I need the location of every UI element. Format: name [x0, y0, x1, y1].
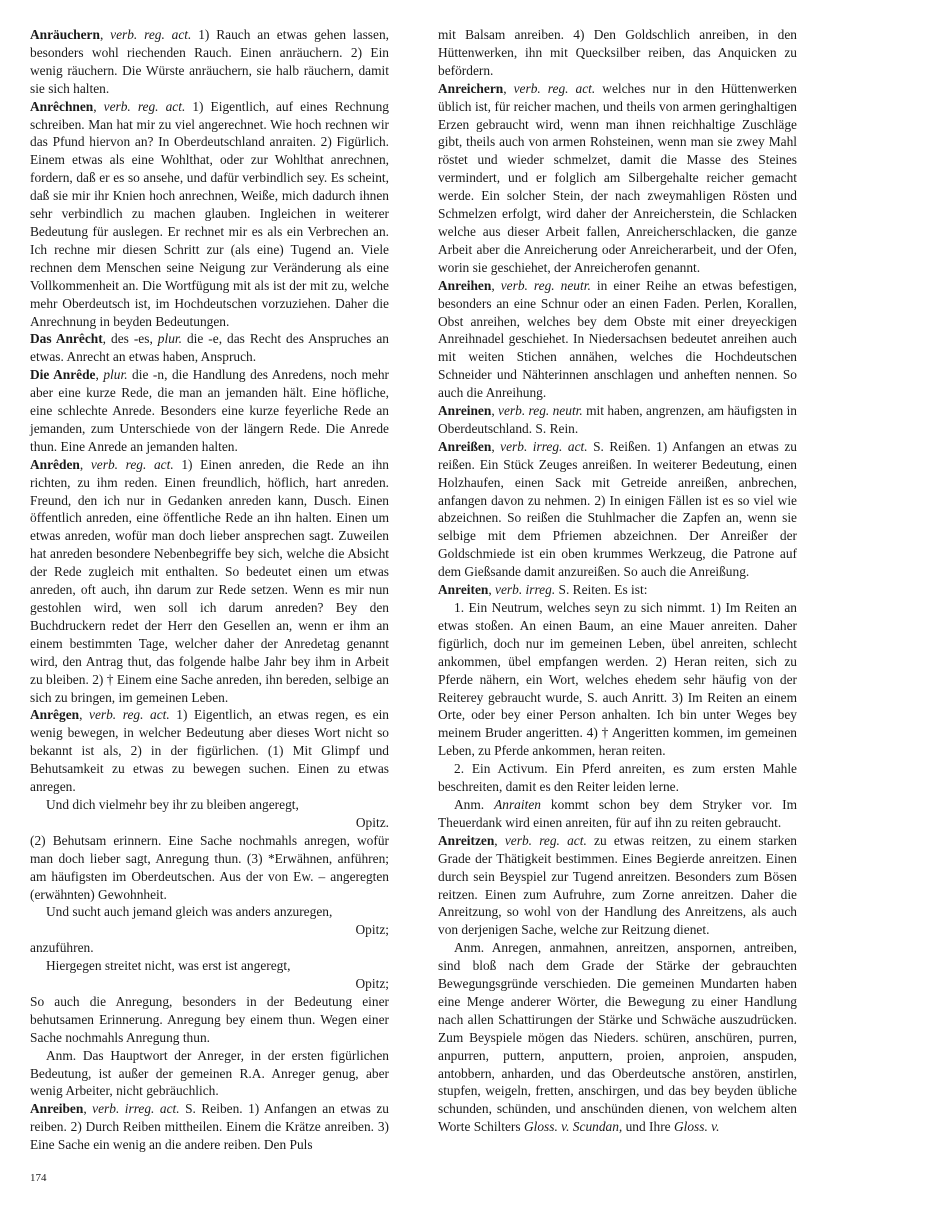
entry-anreissen: Anreißen, verb. irreg. act. S. Reißen. 1) Anfangen an etwas zu reißen. Ein Stück Zeuges anreißen. In weiterer Bedeutung, einen Holzhaufen, einen Sack mit Getreide anreißen, anbrechen, anfangen davon zu nehmen. 2) In einigen Fällen ist es so viel wie abzeichnen. So reißen die Stuhlmacher die Zapfen an, wenn sie selbige mit dem Pfriemen abzeichnen. Der Anreißer der Goldschmiede ist ein oben krummes Werkzeug, die Patrone auf dem Gießsande damit anzureißen. So auch die Anreißung.: [438, 438, 797, 580]
quote-attribution: Opitz;: [355, 922, 389, 938]
entry-anreiten: Anreiten, verb. irreg. S. Reiten. Es ist:: [438, 582, 648, 598]
headword: Anrêgen: [30, 707, 80, 723]
annotation-prefix: Anm.: [454, 796, 495, 812]
paragraph: anzuführen.: [30, 940, 94, 956]
grammar-label: verb. reg. neutr.: [500, 277, 591, 293]
entry-continuation: mit Balsam anreiben. 4) Den Goldschlich anreiben, in den Hüttenwerken, ihn mit Quecksilber reiben, das Anquicken zu befördern.: [438, 27, 797, 78]
gloss-reference: Gloss. v.: [673, 1119, 720, 1135]
entry-anreitzen: Anreitzen, verb. reg. act. zu etwas reitzen, zu einem starken Grade der Thätigkeit bestimmen. Eines Begierde anreitzen. Einen durch sein Beyspiel zur Tugend anreitzen. Besonders zum Bösen reitzen. Einen zum Aufruhre, zum Zorne anreitzen. Daher die Anreitzung, so wohl von der Handlung des Anreitzens, als auch von derjenigen Sache, welche zur Reitzung dienet.: [438, 832, 797, 938]
entry-anrede: [30, 366, 389, 456]
entry-prefix: ,: [95, 367, 104, 383]
quote-verse: Hiergegen streitet nicht, was erst ist angeregt,: [46, 958, 291, 974]
headword: Anrêchnen: [30, 98, 94, 114]
entry-text: die -n, die Handlung des Anredens, noch mehr aber eine kurze Rede, die man an jemanden hält. Eine höfliche, eine schlechte Anrede. Besonders eine kurze feyerliche Rede an jemanden, zum Unterschiede von der längern Rede. Die Anrede thun. Eine Anrede an jemanden halten.: [30, 367, 389, 454]
headword: Das Anrêcht: [30, 331, 103, 347]
headword: Anreinen: [438, 403, 492, 419]
right-column: [438, 26, 797, 1136]
left-column: [30, 26, 389, 1154]
grammar-label: verb. reg. act.: [504, 832, 587, 848]
entry-anrecht: [30, 330, 389, 366]
entry-prefix: , des -es,: [102, 331, 158, 347]
entry-text: die -e, das Recht des Anspruches an etwas. Anrecht an etwas haben, Anspruch.: [30, 331, 389, 365]
annotation-paragraph: [438, 939, 797, 1136]
headword: Anreißen: [438, 438, 492, 454]
grammar-label: plur.: [157, 331, 182, 347]
grammar-label: verb. reg. act.: [103, 98, 186, 114]
headword: Anreiben: [30, 1101, 84, 1117]
entry-anraeuchern: Anräuchern, verb. reg. act. 1) Rauch an etwas gehen lassen, besonders wohl riechenden Rauch. Einen anräuchern. 2) Ein wenig räuchern. Die Würste anräuchern, sie halb räuchern, damit sie sich halten.: [30, 27, 390, 96]
entry-text: mit haben, angrenzen, am häufigsten in Oberdeutschland. S. Rein.: [438, 403, 798, 436]
headword: Anreihen: [438, 277, 492, 293]
paragraph: So auch die Anregung, besonders in der Bedeutung einer behutsamen Erinnerung. Anregung bey einem thun. Wegen einer Sache nochmahls Anregung thun.: [30, 993, 389, 1045]
headword: Anräuchern: [30, 27, 100, 42]
entry-anreden: Anrêden, verb. reg. act. 1) Einen anreden, die Rede an ihn richten, zu ihm reden. Einen freundlich, höflich, hart anreden. Freund, den ich nur in Gedanken anreden kann, Dusch. Einen öffentlich anreden, eine öffentliche Rede an ihn halten. Einen um etwas anreden, wofür man doch lieber ansprechen sagt. Zuweilen hat anreden besondere Nebenbegriffe bey sich, welche die Absicht der Rede zugleich mit enthalten. So bedeutet einen um etwas anreden, oft auch, ihn darum zur Rede setzen. Wenn es mir nun gestohlen wird, wen soll ich darum anreden? Bey den Buchdruckern redet der Herr den Gesellen an, wenn er ihm an einem bestimmten Tage, welcher daher der Anredetag genannt wird, den Antrag thut, das folgende halbe Jahr bey ihm in Arbeit zu bleiben. 2) † Einem eine Sache anreden, ihn bereden, selbige an sich zu bringen, im gemeinen Leben.: [30, 456, 389, 705]
entry-text: in einer Reihe an etwas befestigen, besonders an eine Schnur oder an einen Faden. Perlen, Korallen, Obst anreihen, welches bey dem Obste mit einer dreyeckigen Anreihnadel geschiehet. In Niedersachsen bedeutet anreihen auch mit weiten Stichen annähen, welches die Hochdeutschen Schneider und Nähterinnen anschlagen und anheften nennen. So auch die Anreihung.: [438, 277, 798, 401]
entry-anreiben: Anreiben, verb. irreg. act. S. Reiben. 1) Anfangen an etwas zu reiben. 2) Durch Reiben mittheilen. Einem die Krätze anreiben. 3) Eine Sache ein wenig an die andere reiben. Den Puls: [30, 1101, 389, 1153]
entry-text: 1) Einen anreden, die Rede an ihn richten, zu ihm reden. Einen freundlich, höflich, hart anreden. Freund, den ich nur in Gedanken anreden kann, Dusch. Einen öffentlich anreden, eine öffentliche Rede an ihn halten. Einen um etwas anreden, wofür man doch lieber ansprechen sagt. Zuweilen hat anreden besondere Nebenbegriffe bey sich, welche die Absicht der Rede zugleich mit enthalten. So bedeutet einen um etwas anreden, oft auch, ihn darum zur Rede setzen. Wenn es mir nun gestohlen wird, wen soll ich darum anreden? Bey den Buchdruckern redet der Herr den Gesellen an, wenn er ihm an einem bestimmten Tage, welcher daher der Anredetag genannt wird, den Antrag thut, das folgende halbe Jahr bey ihm in Arbeit zu bleiben. 2) † Einem eine Sache anreden, ihn bereden, selbige an sich zu bringen, im gemeinen Leben.: [30, 456, 389, 705]
entry-text: welches nur in den Hüttenwerken üblich ist, für reicher machen, und theils von armen geringhaltigen Erzen gebraucht wird, wenn man ihnen reichhaltige Zuschläge gibt, theils auch von armen Rohsteinen, wenn man sie zwey Mahl röstet und wieder schmelzet, damit die Masse des Steines vermindert, und er folglich am Silbergehalte reicher gemacht werde. Ein solcher Stein, der nach zweymahligen Rösten und Schmelzen erfolgt, wird daher der Anreicherstein, die Schlacken welche aus dieser Arbeit fallen, Anreicherschlacken, die ganze Arbeit aber die Anreicherung oder Anreicherarbeit, und der Ofen, worin sie geschiehet, der Anreicherofen genannt.: [438, 80, 797, 275]
headword: Die Anrêde: [30, 367, 96, 383]
grammar-label: verb. reg. act.: [513, 80, 596, 96]
sense-neutrum: 1. Ein Neutrum, welches seyn zu sich nimmt. 1) Im Reiten an etwas stoßen. An einen Baum, an eine Mauer anreiten. Daher figürlich, doch nur im gemeinen Leben, übel anreiten, schlecht ankommen, übel empfangen werden. 2) Heran reiten, sich zu Pferde nähern, ein Wort, welches ehedem sehr häufig von der Reiterey gebraucht wurde, S. auch Anritt. 3) Im Reiten an einem Orte, oder bey einer Person anhalten. Ich bin unter Weges bey meinem Bruder angeritten. 4) † Angeritten kommen, im gemeinen Leben, zu Pferde ankommen, heran reiten.: [438, 600, 797, 759]
entry-text: 1) Rauch an etwas gehen lassen, besonders wohl riechenden Rauch. Einen anräuchern. 2) Ein wenig räuchern. Die Würste anräuchern, sie halb räuchern, damit sie sich halten.: [30, 27, 390, 96]
entry-text: S. Reißen. 1) Anfangen an etwas zu reißen. Ein Stück Zeuges anreißen. In weiterer Bedeutung, einen Holzhaufen, einen Sack mit Getreide anreißen, anbrechen, anfangen davon zu nehmen. 2) In einigen Fällen ist es so viel wie abzeichnen. So reißen die Stuhlmacher die Zapfen an, wenn sie selbige mit dem Pfriemen abzeichnen. Der Anreißer der Goldschmiede ist ein oben krummes Werkzeug, die Patrone auf dem Gießsande damit anzureißen. So auch die Anreißung.: [438, 438, 797, 580]
entry-anreinen: Anreinen, verb. reg. neutr. mit haben, angrenzen, am häufigsten in Oberdeutschland. S. Rein.: [438, 403, 798, 436]
grammar-label: verb. irreg. act.: [92, 1101, 180, 1117]
annotation-paragraph: [438, 796, 797, 832]
entry-anrechnen: Anrêchnen, verb. reg. act. 1) Eigentlich, auf eines Rechnung schreiben. Man hat mir zu viel angerechnet. Wie hoch rechnen wir das Pfund hiervon an? In Oberdeutschland anraiten. 2) Figürlich. Einem etwas als eine Wohlthat, oder zur Wohlthat anrechnen, fordern, daß er es so ansehe, und dafür verbindlich sey. Es scheint, daß sie mir ihr Knien hoch anrechnen, Weiße, mich dadurch ihnen sehr verbindlich zu machen glauben. Ingleichen in weiterer Bedeutung für auslegen. Er rechnet mir es als ein Verbrechen an. Ich rechne mir diesen Schritt zur (als eine) Tugend an. Viele rechnen dem Menschen seine Neigung zur Veränderung als eine Vollkommenheit an. Die Wortfügung mit als ist der mit zu, welche mehr Oberdeutsch ist, im Hochdeutschen vorzuziehen. Daher die Anrechnung in beyden Bedeutungen.: [30, 98, 389, 329]
headword: Anreitzen: [438, 832, 495, 848]
grammar-label: verb. reg. act.: [110, 27, 192, 42]
entry-text: zu etwas reitzen, zu einem starken Grade der Thätigkeit bestimmen. Eines Begierde anreitzen. Einen durch sein Beyspiel zur Tugend anreitzen. Besonders zum Bösen reitzen. Einen zum Aufruhre, zum Zorne anreitzen. Daher die Anreitzung, so wohl von der Handlung des Anreitzens, als auch von derjenigen Sache, welche zur Reitzung dienet.: [438, 832, 797, 938]
entry-text: S. Reiben. 1) Anfangen an etwas zu reiben. 2) Durch Reiben mittheilen. Einem die Krätze anreiben. 3) Eine Sache ein wenig an die andere reiben. Den Puls: [30, 1101, 389, 1153]
quote-verse: Und dich vielmehr bey ihr zu bleiben angeregt,: [46, 796, 299, 812]
quote-attribution: Opitz.: [355, 814, 389, 830]
gloss-reference: Gloss. v. Scundan,: [523, 1119, 623, 1135]
page-number: 174: [30, 1172, 47, 1184]
headword: Anreiten: [438, 582, 489, 598]
annotation-text: Anm. Anregen, anmahnen, anreitzen, anspornen, antreiben, sind bloß nach dem Grade der Stärke der gebrauchten Bewegungsgründe verschieden. Die gemeinen Mundarten haben eine Menge anderer Wörter, die Bewegung zu einer Handlung nach allen Schattirungen der Stärke und Schwäche auszudrücken. Zum Beyspiele mögen das Nieders. schüren, anschüren, purren, anpurren, puttern, anputtern, proien, anproien, anspuden, antobbern, anharden, und das Oberdeutsche anstören, anstirlen, stupfen, weigeln, fretten, anschirgen, und das bey beyden übliche schunden, schünden, und anschünden dienen, von welchem alten Worte Schilters: [438, 940, 797, 1135]
grammar-label: verb. reg. act.: [89, 707, 170, 723]
grammar-label: plur.: [103, 367, 128, 383]
grammar-label: verb. irreg.: [495, 582, 556, 598]
entry-text: S. Reiten. Es ist:: [555, 582, 648, 598]
headword: Anrêden: [30, 456, 80, 472]
quote-attribution: Opitz;: [355, 976, 389, 992]
grammar-label: verb. reg. act.: [90, 456, 174, 472]
entry-text: 1) Eigentlich, auf eines Rechnung schreiben. Man hat mir zu viel angerechnet. Wie hoch rechnen wir das Pfund hiervon an? In Oberdeutschland anraiten. 2) Figürlich. Einem etwas als eine Wohlthat, oder zur Wohlthat anrechnen, fordern, daß er es so ansehe, und dafür verbindlich sey. Es scheint, daß sie mir ihr Knien hoch anrechnen, Weiße, mich dadurch ihnen sehr verbindlich zu machen glauben. Ingleichen in weiterer Bedeutung für auslegen. Er rechnet mir es als ein Verbrechen an. Ich rechne mir diesen Schritt zur (als eine) Tugend an. Viele rechnen dem Menschen seine Neigung zur Veränderung als eine Vollkommenheit an. Die Wortfügung mit als ist der mit zu, welche mehr Oberdeutsch ist, im Hochdeutschen vorzuziehen. Daher die Anrechnung in beyden Bedeutungen.: [30, 98, 389, 329]
grammar-label: verb. irreg. act.: [500, 438, 588, 454]
paragraph: (2) Behutsam erinnern. Eine Sache nochmahls anregen, wofür man doch lieber sagt, Anregung thun. (3) *Erwähnen, anführen; am häufigsten im Oberdeutschen. Aus der von Ew. – angeregten (erwähnten) Gewohnheit.: [30, 832, 389, 902]
headword: Anreichern: [438, 80, 504, 96]
entry-text: 1) Eigentlich, an etwas regen, es ein wenig bewegen, in welcher Bedeutung aber dieses Wort nicht so bekannt ist als, 2) in der figürlichen. (1) Mit Glimpf und Behutsamkeit zu etwas zu bewegen suchen. Einen zu etwas anregen.: [30, 707, 389, 795]
annotation-text: und Ihre: [622, 1119, 674, 1135]
cited-word: Anraiten: [494, 796, 541, 812]
entry-anregen: Anrêgen, verb. reg. act. 1) Eigentlich, an etwas regen, es ein wenig bewegen, in welcher Bedeutung aber dieses Wort nicht so bekannt ist als, 2) in der figürlichen. (1) Mit Glimpf und Behutsamkeit zu etwas zu bewegen suchen. Einen zu etwas anregen.: [30, 707, 389, 795]
annotation-text: kommt schon bey dem Stryker vor. Im Theuerdank wird einen anreiten, für auf ihn zu reiten gebraucht.: [438, 796, 797, 830]
sense-activum: 2. Ein Activum. Ein Pferd anreiten, es zum ersten Mahle beschreiten, damit es den Reiter leiden lerne.: [438, 761, 797, 795]
annotation-paragraph: Anm. Das Hauptwort der Anreger, in der ersten figürlichen Bedeutung, ist außer der gemeinen R.A. Anreger genug, aber wenig Arbeiter, nicht gebräuchlich.: [30, 1047, 389, 1099]
quote-verse: Und sucht auch jemand gleich was anders anzuregen,: [46, 904, 333, 920]
grammar-label: verb. reg. neutr.: [498, 403, 583, 419]
entry-anreihen: Anreihen, verb. reg. neutr. in einer Reihe an etwas befestigen, besonders an eine Schnur oder an einen Faden. Perlen, Korallen, Obst anreihen, welches bey dem Obste mit einer dreyeckigen Anreihnadel geschiehet. In Niedersachsen bedeutet anreihen auch mit weiten Stichen annähen, welches die Hochdeutschen Schneider und Nähterinnen anschlagen und anheften nennen. So auch die Anreihung.: [438, 277, 798, 401]
entry-anreichern: Anreichern, verb. reg. act. welches nur in den Hüttenwerken üblich ist, für reicher machen, und theils von armen geringhaltigen Erzen gebraucht wird, wenn man ihnen reichhaltige Zuschläge gibt, theils auch von armen Rohsteinen, wenn man sie zwey Mahl röstet und wieder schmelzet, damit die Masse des Steines vermindert, und er folglich am Silbergehalte reicher gemacht werde. Ein solcher Stein, der nach zweymahligen Rösten und Schmelzen erfolgt, wird daher der Anreicherstein, die Schlacken welche aus dieser Arbeit fallen, Anreicherschlacken, die ganze Arbeit aber die Anreicherung oder Anreicherarbeit, und der Ofen, worin sie geschiehet, der Anreicherofen genannt.: [438, 80, 797, 275]
